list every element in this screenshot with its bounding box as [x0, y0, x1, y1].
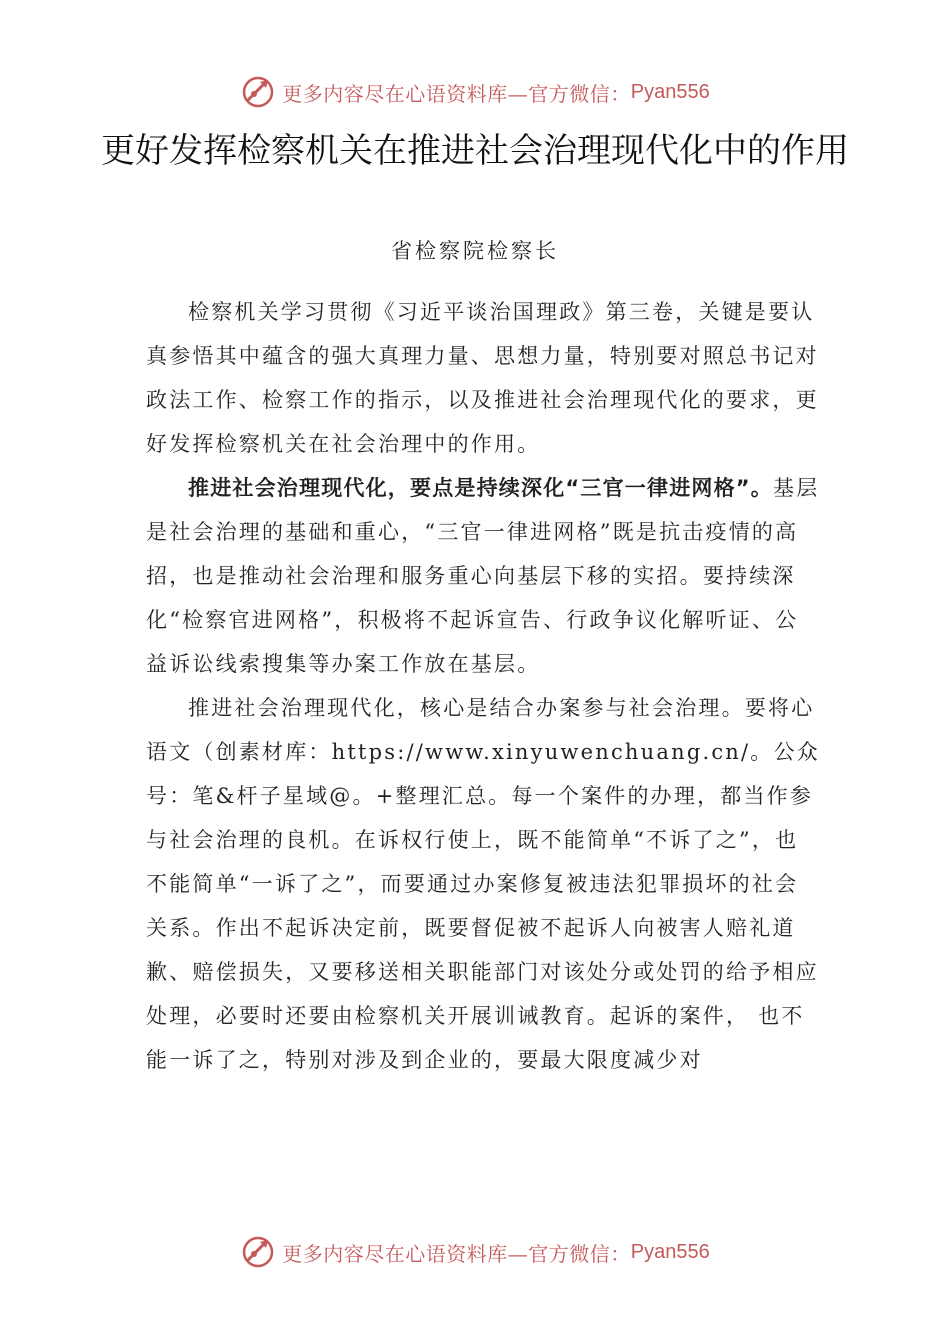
banner-text: 更多内容尽在心语资料库—官方微信：	[282, 81, 631, 106]
paragraph-3-text: 推进社会治理现代化，核心是结合办案参与社会治理。要将心语文（创素材库：https://www.xinyuwenchuang.cn/。公众号：笔&杆子星域@。+整理汇总。每一个案件的办理，都当作参与社会治理的良机。在诉权行使上，既不能简单“不诉了之”，也不能简单“一诉了之”，而要通过办案修复被违法犯罪损坏的社会关系。作出不起诉决定前，既要督促被不起诉人向被害人赔礼道歉、赔偿损失，又要移送相关职能部门对该处分或处罚的给予相应处理，必要时还要由检察机关开展训诫教育。起诉的案件， 也不能一诉了之，特别对涉及到企业的，要最大限度减少对	[146, 696, 820, 1072]
header-banner	[0, 70, 950, 114]
brand-logo-icon	[240, 74, 276, 110]
banner-text: 更多内容尽在心语资料库—官方微信：	[282, 1241, 631, 1266]
footer-banner	[0, 1230, 950, 1274]
paragraph-2	[146, 466, 821, 686]
document-title: 更好发挥检察机关在推进社会治理现代化中的作用	[101, 131, 849, 171]
paragraph-3	[146, 686, 821, 1082]
document-author: 省检察院检察长	[391, 239, 559, 263]
banner-wechat-id: Pyan556	[630, 80, 710, 103]
paragraph-1-text: 检察机关学习贯彻《习近平谈治国理政》第三卷，关键是要认真参悟其中蕴含的强大真理力量、思想力量，特别要对照总书记对政法工作、检察工作的指示，以及推进社会治理现代化的要求，更好发挥检察机关在社会治理中的作用。	[146, 300, 819, 456]
paragraph-2-text: 基层是社会治理的基础和重心，“三官一律进网格”既是抗击疫情的高招，也是推动社会治理和服务重心向基层下移的实招。要持续深化“检察官进网格”，积极将不起诉宣告、行政争议化解听证、公益诉讼线索搜集等办案工作放在基层。	[146, 476, 820, 676]
paragraph-1	[146, 290, 821, 466]
document-body	[146, 290, 821, 1082]
banner-wechat-id: Pyan556	[630, 1240, 710, 1263]
paragraph-2-lead: 推进社会治理现代化，要点是持续深化“三官一律进网格”。	[188, 476, 774, 500]
brand-logo-icon	[240, 1234, 276, 1270]
